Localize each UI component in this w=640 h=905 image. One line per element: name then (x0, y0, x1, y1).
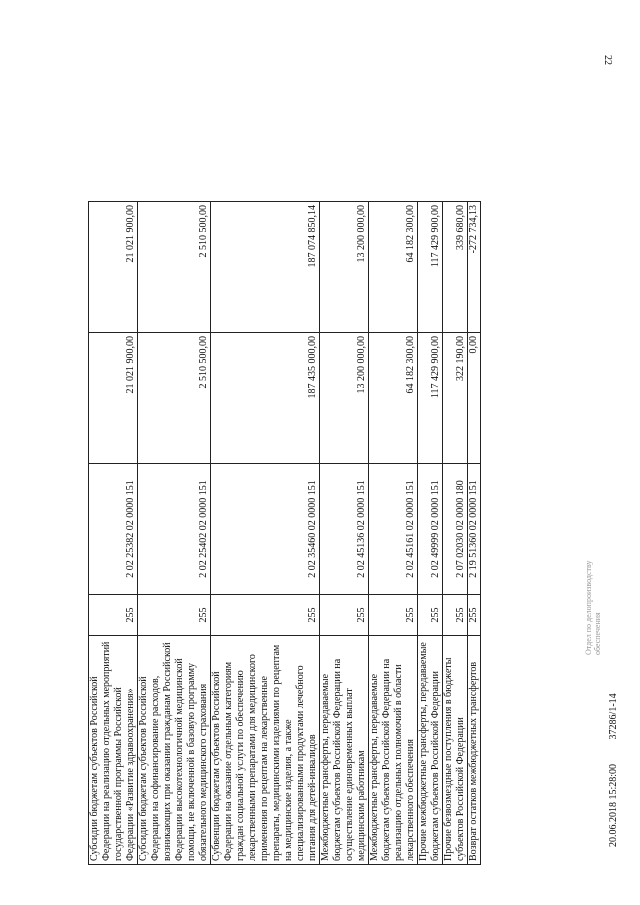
table-row (89, 202, 138, 865)
row-name: Прочие межбюджетные трансферты, передаваемые бюджетам субъектов Российской Федерации (418, 636, 443, 865)
row-amount-executed: 117 429 900,00 (418, 202, 443, 333)
row-name: Субвенции бюджетам субъектов Российской Федерации на оказание отдельным категориям граждан социальной услуги по обеспечению лекарственными препаратами для медицинского применения по рецептам на лекарственные препараты, медицинскими изделиями по рецептам на медицинские изделия, а также специализированными продуктами лечебного питания для детей-инвалидов (211, 636, 320, 865)
row-budget-code: 2 02 45136 02 0000 151 (320, 464, 369, 595)
row-amount-planned: 2 510 500,00 (138, 333, 211, 464)
table-row (211, 202, 320, 865)
row-admin-code: 255 (211, 595, 320, 636)
row-amount-planned: 64 182 300,00 (369, 333, 418, 464)
row-budget-code: 2 02 45161 02 0000 151 (369, 464, 418, 595)
row-amount-executed: -272 734,13 (468, 202, 481, 333)
row-amount-planned: 322 190,00 (443, 333, 468, 464)
stamp-line-2: обеспечения (593, 612, 602, 655)
stamp-line-1: Отдел по делопроизводству (584, 560, 593, 655)
row-budget-code: 2 02 25382 02 0000 151 (89, 464, 138, 595)
row-admin-code: 255 (320, 595, 369, 636)
row-admin-code: 255 (138, 595, 211, 636)
row-budget-code: 2 02 35460 02 0000 151 (211, 464, 320, 595)
table-row (468, 202, 481, 865)
row-budget-code: 2 02 49999 02 0000 151 (418, 464, 443, 595)
row-amount-executed: 2 510 500,00 (138, 202, 211, 333)
row-name: Субсидии бюджетам субъектов Российской Федерации на софинансирование расходов, возникающих при оказании гражданам Российской Федерации высокотехнологичной медицинской помощи, не включенной в базовую программу обязательного медицинского страхования (138, 636, 211, 865)
row-name: Межбюджетные трансферты, передаваемые бюджетам субъектов Российской Федерации на осуществление единовременных выплат медицинским работникам (320, 636, 369, 865)
row-admin-code: 255 (418, 595, 443, 636)
row-amount-planned: 21 021 900,00 (89, 333, 138, 464)
row-budget-code: 2 07 02030 02 0000 180 (443, 464, 468, 595)
row-name: Возврат остатков межбюджетных трансфертов (468, 636, 481, 865)
row-amount-executed: 64 182 300,00 (369, 202, 418, 333)
revenue-table-body (89, 202, 481, 865)
row-admin-code: 255 (89, 595, 138, 636)
table-row (138, 202, 211, 865)
row-admin-code: 255 (369, 595, 418, 636)
footer-doc-id: 37286/1-14 (608, 693, 619, 740)
row-name: Межбюджетные трансферты, передаваемые бюджетам субъектов Российской Федерации на реализацию отдельных полномочий в области лекарственного обеспечения (369, 636, 418, 865)
row-name: Прочие безвозмездные поступления в бюджеты субъектов Российской Федерации (443, 636, 468, 865)
table-row (443, 202, 468, 865)
table-row (320, 202, 369, 865)
row-amount-planned: 13 200 000,00 (320, 333, 369, 464)
row-admin-code: 255 (443, 595, 468, 636)
row-amount-executed: 339 680,00 (443, 202, 468, 333)
row-name: Субсидии бюджетам субъектов Российской Федерации на реализацию отдельных мероприятий государственной программы Российской Федерации «Развитие здравоохранения» (89, 636, 138, 865)
revenue-table (88, 201, 481, 865)
table-row (418, 202, 443, 865)
table-row (369, 202, 418, 865)
row-amount-executed: 21 021 900,00 (89, 202, 138, 333)
footer-datetime: 20.06.2018 15:28:00 (608, 763, 619, 847)
row-amount-planned: 0,00 (468, 333, 481, 464)
row-budget-code: 2 02 25402 02 0000 151 (138, 464, 211, 595)
footer (608, 671, 619, 847)
row-admin-code: 255 (468, 595, 481, 636)
row-amount-planned: 117 429 900,00 (418, 333, 443, 464)
row-amount-planned: 187 435 000,00 (211, 333, 320, 464)
row-amount-executed: 13 200 000,00 (320, 202, 369, 333)
page-number: 22 (602, 55, 613, 65)
office-stamp (584, 560, 602, 655)
row-amount-executed: 187 074 850,14 (211, 202, 320, 333)
row-budget-code: 2 19 51360 02 0000 151 (468, 464, 481, 595)
